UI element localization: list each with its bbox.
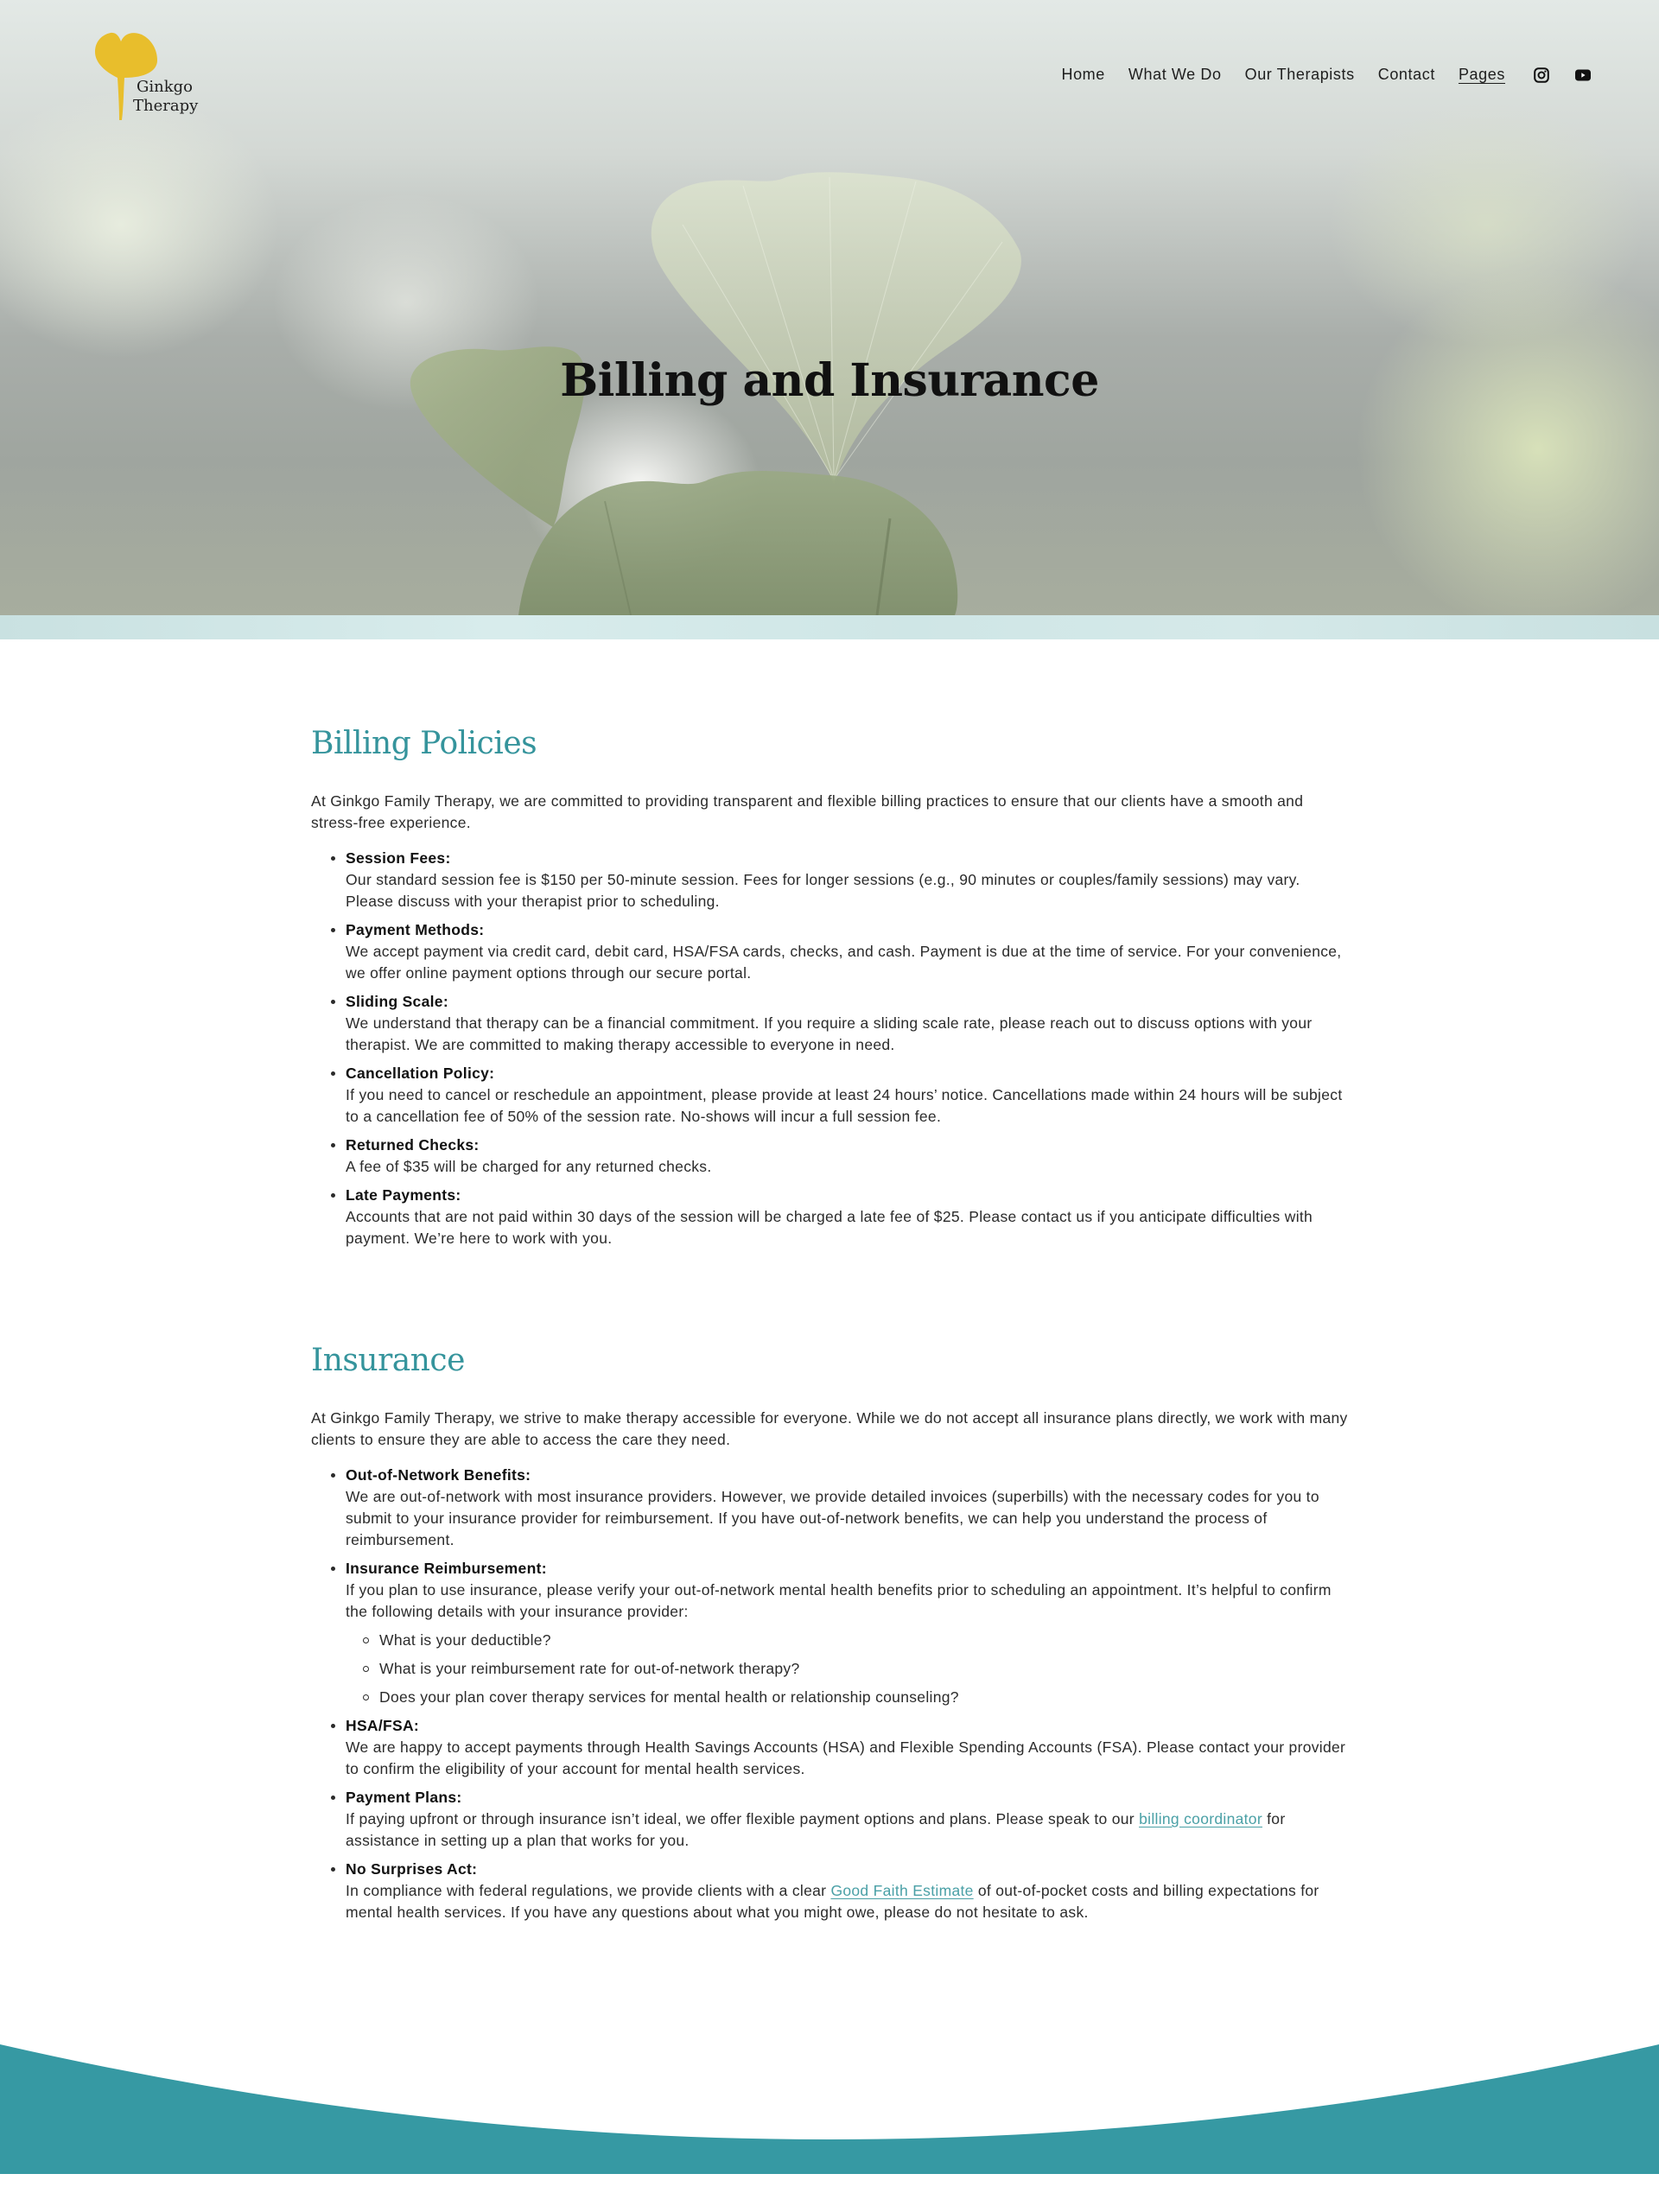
list-item <box>328 1185 1348 1249</box>
section-heading: Insurance <box>311 1343 465 1378</box>
item-title: Sliding Scale: <box>346 993 448 1010</box>
item-title: Payment Methods: <box>346 921 485 938</box>
list-item <box>328 1787 1348 1852</box>
item-body: We understand that therapy can be a financial commitment. If you require a sliding scale rate, please reach out to discuss options with your therapist. We are committed to making therapy accessible to everyone in need. <box>346 1014 1313 1053</box>
insurance-list <box>311 1465 1348 1923</box>
section-heading: Billing Policies <box>311 726 537 761</box>
item-body: We are out-of-network with most insurance providers. However, we provide detailed invoices (superbills) with the necessary codes for you to submit to your insurance provider for reimbursement. If you have out-of-network benefits, we can help you understand the process of reimbursement. <box>346 1488 1319 1548</box>
list-item <box>328 1859 1348 1923</box>
nav-what-we-do[interactable]: What We Do <box>1128 66 1222 83</box>
hero-divider-strip <box>0 615 1659 639</box>
sub-list-item: What is your deductible? <box>363 1630 1348 1651</box>
nav-contact[interactable]: Contact <box>1377 66 1435 83</box>
site-header <box>0 0 1659 138</box>
youtube-icon[interactable] <box>1574 67 1592 84</box>
page-title: Billing and Insurance <box>560 354 1099 407</box>
list-item <box>328 1558 1348 1708</box>
item-title: HSA/FSA: <box>346 1717 420 1734</box>
item-body: Our standard session fee is $150 per 50-minute session. Fees for longer sessions (e.g., 90 minutes or couples/family sessions) may vary. Please discuss with your therapist prior to scheduling. <box>346 871 1300 910</box>
billing-coordinator-link[interactable]: billing coordinator <box>1139 1810 1262 1827</box>
billing-list <box>311 848 1348 1249</box>
item-title: Session Fees: <box>346 849 451 867</box>
logo[interactable] <box>92 29 204 124</box>
sub-list-item: Does your plan cover therapy services for mental health or relationship counseling? <box>363 1687 1348 1708</box>
list-item <box>328 1715 1348 1780</box>
good-faith-estimate-link[interactable]: Good Faith Estimate <box>830 1882 974 1899</box>
list-item <box>328 1063 1348 1128</box>
list-item <box>328 848 1348 912</box>
item-body: If paying upfront or through insurance isn’t ideal, we offer flexible payment options and plans. Please speak to our billing coordinator for assistance in setting up a plan that works for you. <box>346 1810 1286 1849</box>
sub-list <box>346 1630 1348 1708</box>
item-title: Insurance Reimbursement: <box>346 1560 547 1577</box>
item-title: Late Payments: <box>346 1186 461 1204</box>
item-body: A fee of $35 will be charged for any returned checks. <box>346 1158 712 1175</box>
section-intro: At Ginkgo Family Therapy, we are committed to providing transparent and flexible billing practices to ensure that our clients have a smooth and stress-free experience. <box>311 792 1304 831</box>
main-nav <box>1061 66 1592 84</box>
item-title: No Surprises Act: <box>346 1860 478 1878</box>
item-title: Payment Plans: <box>346 1789 462 1806</box>
item-body: We are happy to accept payments through Health Savings Accounts (HSA) and Flexible Spending Accounts (FSA). Please contact your provider to confirm the eligibility of your account for mental health services. <box>346 1738 1346 1777</box>
item-body: If you plan to use insurance, please verify your out-of-network mental health benefits prior to scheduling an appointment. It’s helpful to confirm the following details with your insurance provider: <box>346 1581 1332 1620</box>
item-body: We accept payment via credit card, debit card, HSA/FSA cards, checks, and cash. Payment is due at the time of service. For your convenience, we offer online payment options through our secure portal. <box>346 943 1342 982</box>
item-title: Returned Checks: <box>346 1136 480 1154</box>
footer-wave <box>0 2018 1659 2174</box>
section-intro: At Ginkgo Family Therapy, we strive to make therapy accessible for everyone. While we do not accept all insurance plans directly, we work with many clients to ensure they are able to access the care they need. <box>311 1409 1348 1448</box>
logo-text: Ginkgo Therapy <box>133 78 199 115</box>
insurance-section <box>311 1256 1348 1923</box>
nav-pages[interactable]: Pages <box>1458 66 1505 83</box>
nav-home[interactable]: Home <box>1061 66 1105 83</box>
social-links <box>1533 67 1592 84</box>
list-item <box>328 1135 1348 1178</box>
item-body: If you need to cancel or reschedule an appointment, please provide at least 24 hours’ notice. Cancellations made within 24 hours will be subject to a cancellation fee of 50% of the session rate. No-shows will incur a full session fee. <box>346 1086 1343 1125</box>
item-title: Cancellation Policy: <box>346 1065 495 1082</box>
list-item <box>328 1465 1348 1551</box>
item-body: In compliance with federal regulations, we provide clients with a clear Good Faith Estimate of out-of-pocket costs and billing expectations for mental health services. If you have any questions about what you might owe, please do not hesitate to ask. <box>346 1882 1319 1921</box>
list-item <box>328 991 1348 1056</box>
nav-our-therapists[interactable]: Our Therapists <box>1244 66 1355 83</box>
hero-banner <box>0 0 1659 615</box>
main-content <box>0 639 1659 1923</box>
item-body: Accounts that are not paid within 30 days of the session will be charged a late fee of $25. Please contact us if you anticipate difficulties with payment. We’re here to work with you. <box>346 1208 1313 1247</box>
instagram-icon[interactable] <box>1533 67 1550 84</box>
billing-policies-section <box>311 639 1348 1249</box>
list-item <box>328 919 1348 984</box>
item-title: Out-of-Network Benefits: <box>346 1466 531 1484</box>
sub-list-item: What is your reimbursement rate for out-of-network therapy? <box>363 1658 1348 1680</box>
